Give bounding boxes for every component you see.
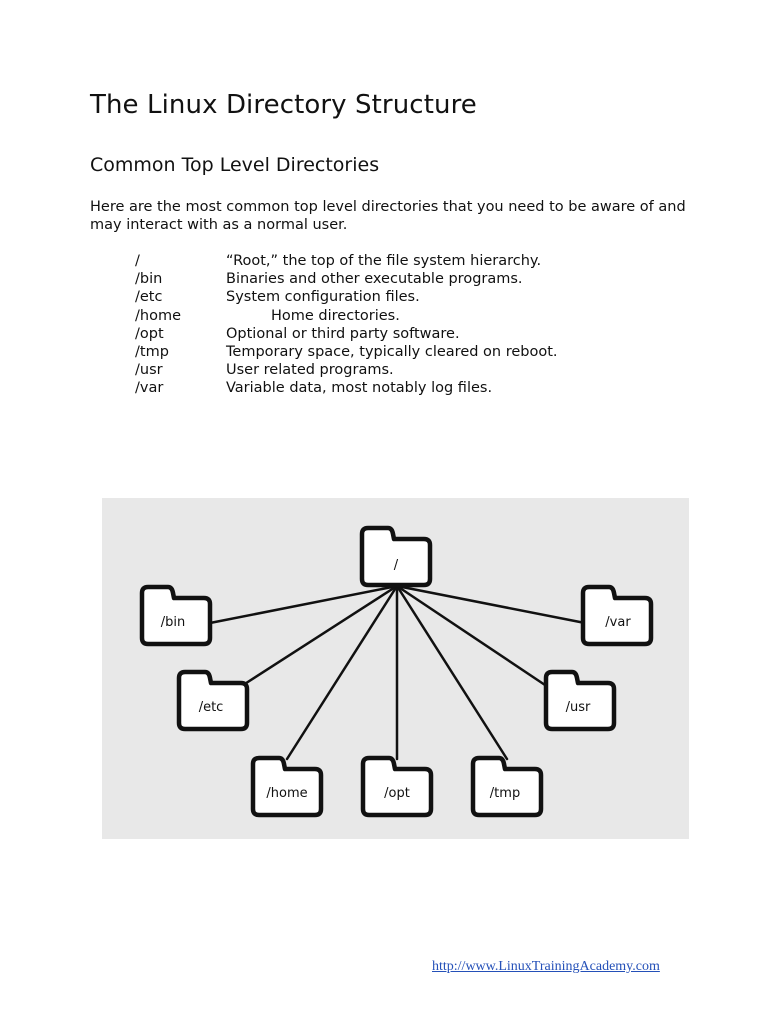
directory-description: “Root,” the top of the file system hierarchy. [226,253,542,269]
connector-tmp [397,586,507,759]
directory-description: System configuration files. [226,289,420,306]
section-heading: Common Top Level Directories [90,154,380,176]
folder-label: /var [605,615,631,630]
folder-etc [179,672,247,729]
directory-path: /opt [135,325,164,342]
directory-tree-svg [102,498,689,839]
directory-description: User related programs. [226,362,394,379]
directory-tree-diagram [102,498,689,839]
directory-path: /usr [135,362,163,379]
directory-path: /home [135,307,181,324]
directory-description: Optional or third party software. [226,325,460,342]
directory-row-root [135,252,558,270]
folder-label: /etc [198,700,224,715]
footer-website-link[interactable]: http://www.LinuxTrainingAcademy.com [432,959,660,974]
connector-lines [210,586,585,759]
directory-row-etc [135,288,558,306]
intro-paragraph: Here are the most common top level directories that you need to be aware of and may interact with as a normal user. [90,199,686,233]
directory-description: Variable data, most notably log files. [226,380,493,397]
directory-row-home [135,307,558,325]
folder-tmp [473,758,541,815]
folder-icon [362,528,430,585]
folder-label: /opt [384,786,410,801]
folder-root [362,528,430,585]
folder-bin [142,587,210,644]
directory-row-bin [135,270,558,288]
directory-path: /bin [135,271,163,288]
directory-list [135,252,558,398]
directory-row-usr [135,361,558,379]
directory-description: Temporary space, typically cleared on reboot. [226,344,558,361]
folder-label: / [393,558,399,573]
directory-row-tmp [135,343,558,361]
folder-opt [363,758,431,815]
directory-path: /var [135,380,164,397]
folder-label: /tmp [489,786,521,801]
directory-path: / [135,253,140,269]
folder-home [253,758,321,815]
directory-row-var [135,379,558,397]
directory-description: Binaries and other executable programs. [226,271,523,288]
directory-path: /etc [135,289,163,306]
page-title: The Linux Directory Structure [90,90,477,120]
directory-path: /tmp [135,344,169,361]
connector-home [287,586,397,759]
folder-label: /usr [565,700,591,715]
folder-label: /bin [160,615,186,630]
folder-usr [546,672,614,729]
directory-row-opt [135,325,558,343]
folder-var [583,587,651,644]
directory-description: Home directories. [271,307,400,324]
folder-label: /home [266,786,308,801]
